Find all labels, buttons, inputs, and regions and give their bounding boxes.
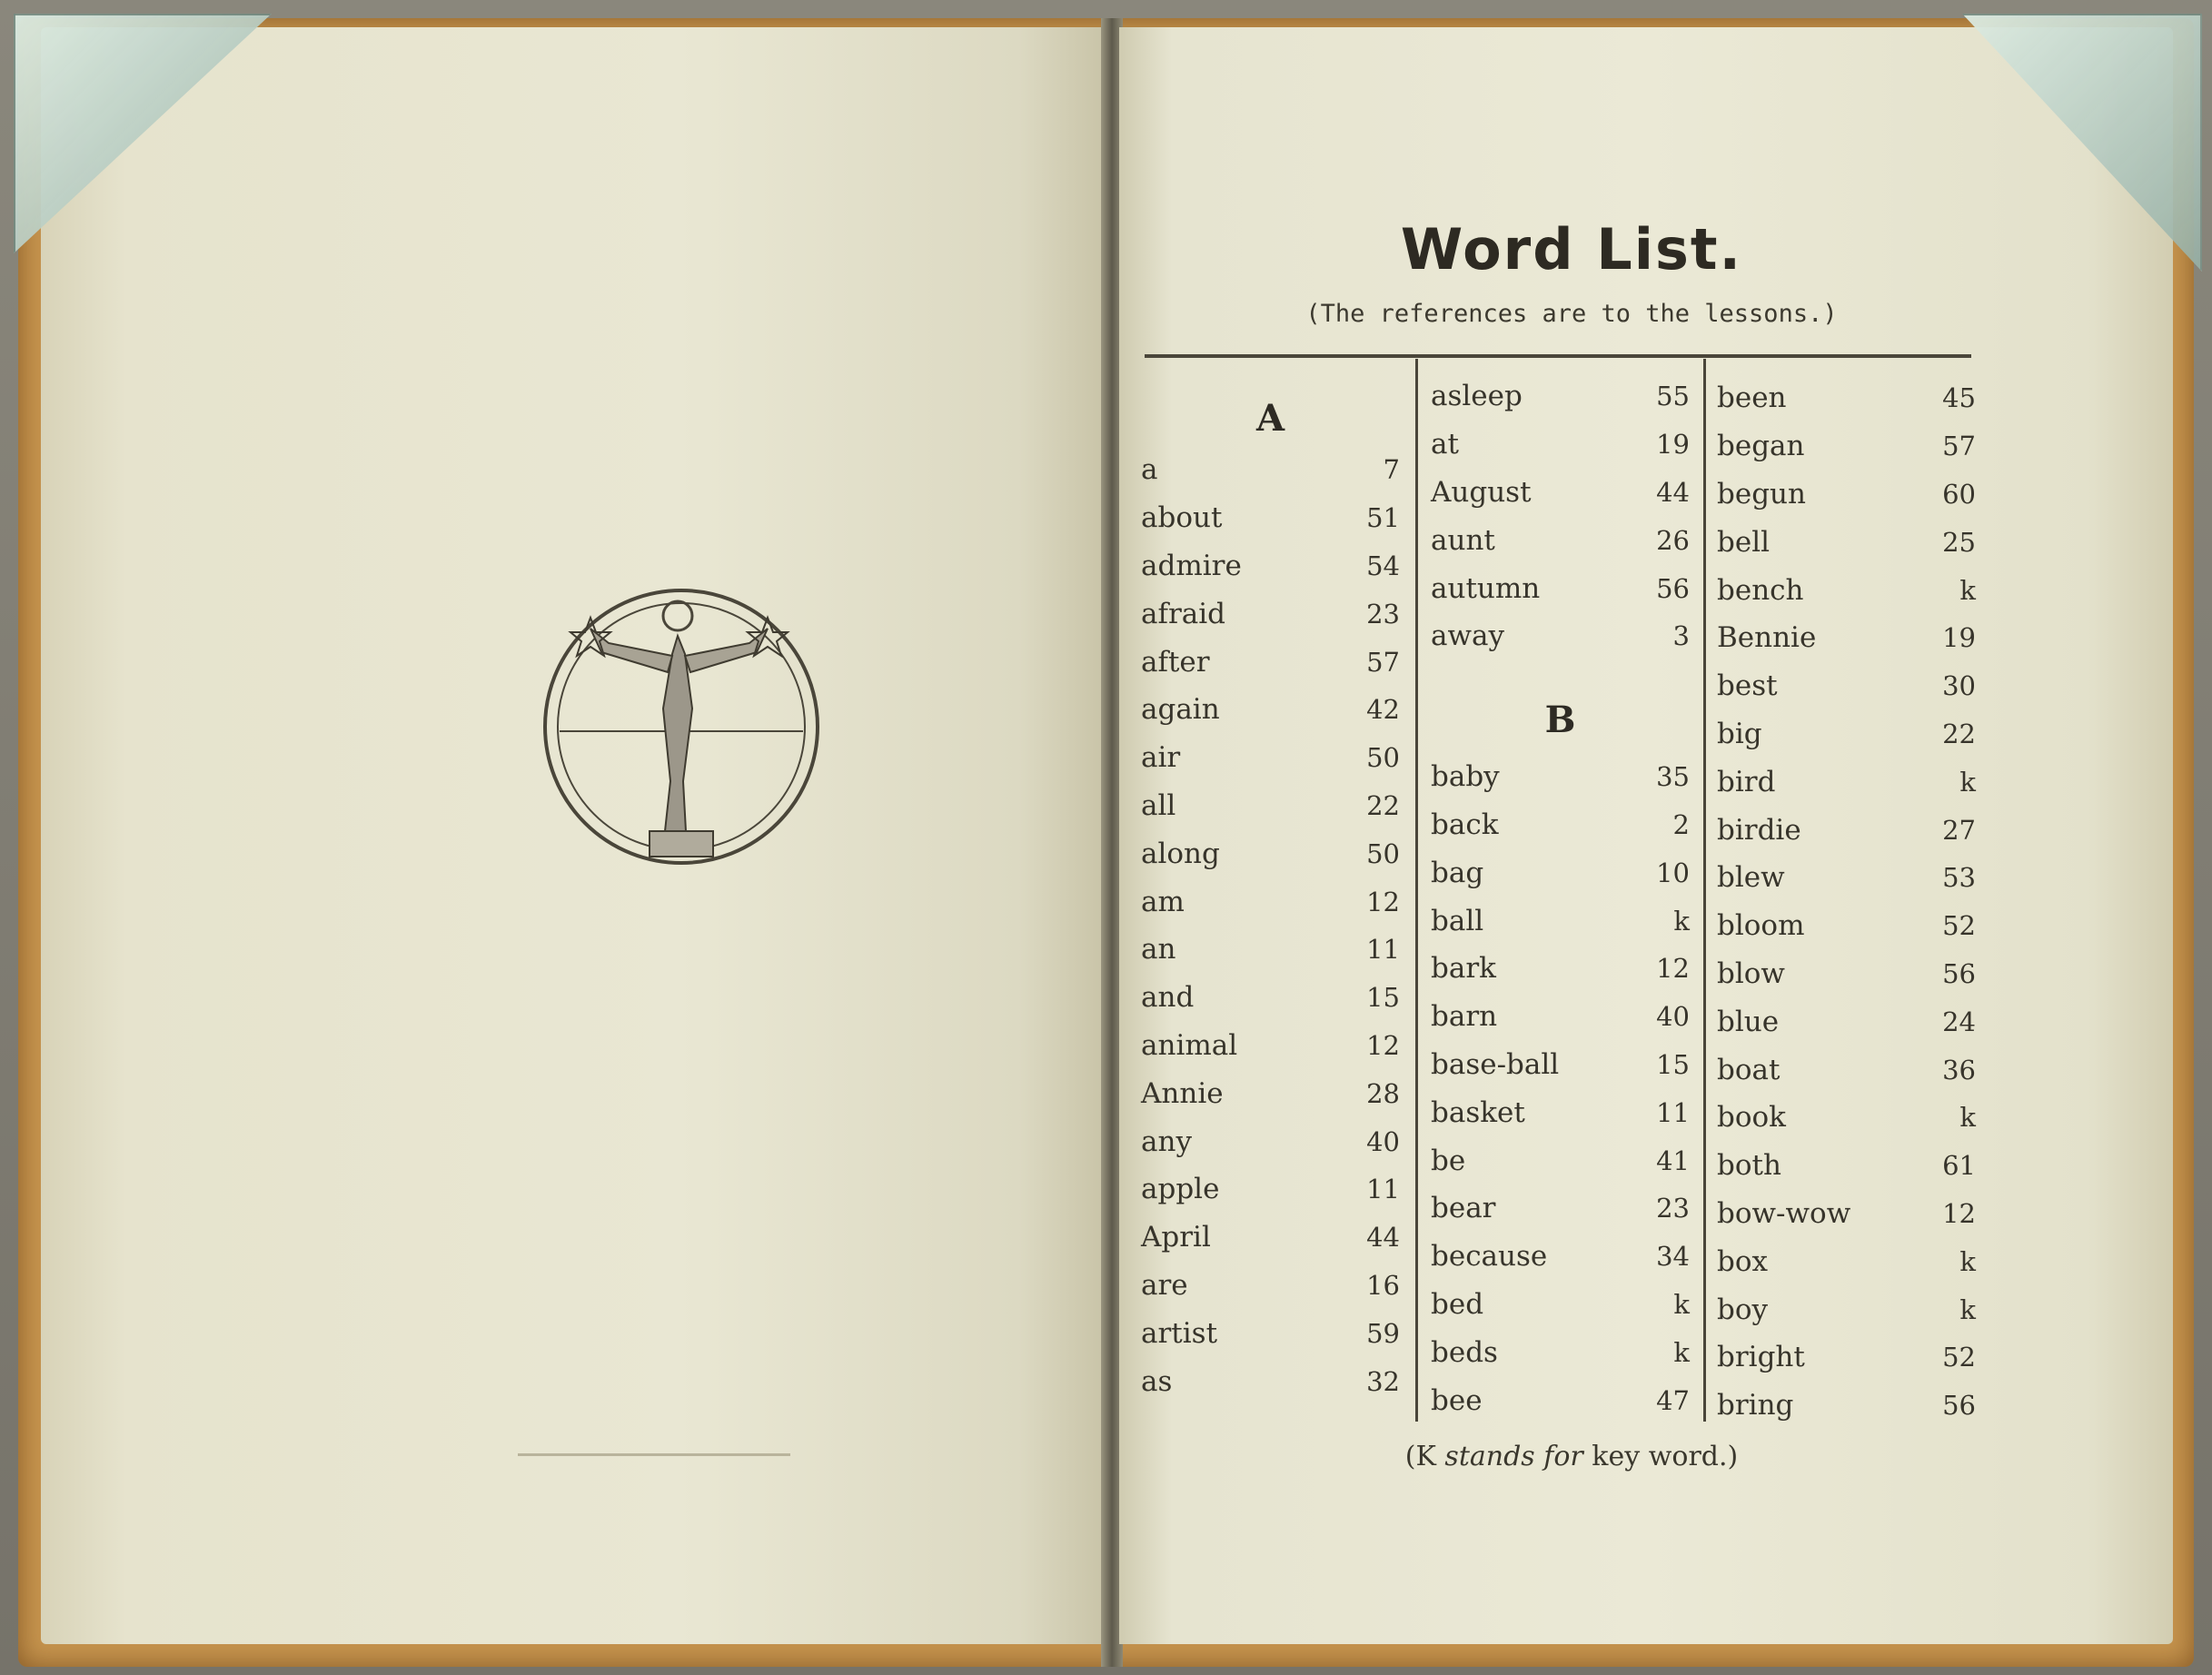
lesson-reference: 36 xyxy=(1942,1054,1976,1085)
word-text: big xyxy=(1717,717,1762,750)
lesson-reference: 44 xyxy=(1656,476,1690,508)
word-entry xyxy=(1717,422,1976,471)
word-entry xyxy=(1431,1088,1690,1136)
lesson-reference: 19 xyxy=(1942,622,1976,654)
word-entry xyxy=(1431,848,1690,897)
word-text: bird xyxy=(1717,765,1776,798)
lesson-reference: 22 xyxy=(1942,718,1976,749)
word-entry xyxy=(1141,782,1400,830)
word-text: bag xyxy=(1431,856,1484,889)
lesson-reference: k xyxy=(1959,574,1976,606)
lesson-reference: 41 xyxy=(1656,1145,1690,1176)
word-entry xyxy=(1141,1117,1400,1165)
word-entry xyxy=(1431,1233,1690,1281)
word-text: and xyxy=(1141,981,1195,1015)
word-entry xyxy=(1717,662,1976,710)
lesson-reference: 12 xyxy=(1366,886,1400,917)
word-text: after xyxy=(1141,645,1210,679)
word-entry xyxy=(1431,945,1690,993)
lesson-reference: 11 xyxy=(1366,1174,1400,1205)
word-text: blue xyxy=(1717,1005,1780,1038)
word-entry xyxy=(1431,516,1690,564)
lesson-reference: 40 xyxy=(1656,1001,1690,1033)
lesson-reference: 52 xyxy=(1942,910,1976,942)
word-entry xyxy=(1717,997,1976,1046)
word-entry xyxy=(1431,469,1690,517)
header-rule xyxy=(1145,354,1971,358)
word-text: baby xyxy=(1431,760,1500,794)
word-entry xyxy=(1431,1136,1690,1184)
word-list xyxy=(1431,753,1690,1424)
lesson-reference: 45 xyxy=(1942,382,1976,414)
word-entry xyxy=(1431,372,1690,421)
lesson-reference: 61 xyxy=(1942,1150,1976,1182)
word-text: about xyxy=(1141,501,1223,535)
word-text: bright xyxy=(1717,1341,1805,1374)
lesson-reference: 34 xyxy=(1656,1241,1690,1273)
word-text: a xyxy=(1141,453,1158,487)
lesson-reference: 12 xyxy=(1366,1029,1400,1061)
word-text: began xyxy=(1717,430,1805,463)
word-column-2 xyxy=(1431,372,1690,1424)
section-letter: A xyxy=(1255,397,1285,440)
word-column-1 xyxy=(1141,372,1400,1405)
lesson-reference: 23 xyxy=(1366,598,1400,629)
word-entry xyxy=(1431,801,1690,849)
word-text: bloom xyxy=(1717,909,1805,943)
lesson-reference: 57 xyxy=(1366,646,1400,678)
word-text: both xyxy=(1717,1149,1781,1183)
word-text: blew xyxy=(1717,861,1785,895)
word-entry xyxy=(1141,1165,1400,1214)
word-entry xyxy=(1431,1041,1690,1089)
lesson-reference: 52 xyxy=(1942,1342,1976,1373)
word-entry xyxy=(1141,1262,1400,1310)
word-text: beds xyxy=(1431,1335,1498,1369)
lesson-reference: k xyxy=(1959,1102,1976,1134)
word-entry xyxy=(1717,950,1976,998)
word-entry xyxy=(1141,590,1400,638)
word-text: bear xyxy=(1431,1192,1496,1225)
decorative-rule xyxy=(518,1453,790,1456)
word-text: Annie xyxy=(1141,1076,1224,1110)
lesson-reference: 3 xyxy=(1672,620,1690,652)
lesson-reference: 12 xyxy=(1942,1197,1976,1229)
word-text: asleep xyxy=(1431,380,1523,413)
word-entry xyxy=(1431,1281,1690,1329)
lesson-reference: 54 xyxy=(1366,550,1400,581)
word-entry xyxy=(1141,829,1400,877)
word-text: because xyxy=(1431,1240,1548,1274)
word-entry xyxy=(1717,902,1976,950)
word-text: as xyxy=(1141,1364,1173,1398)
word-entry xyxy=(1141,734,1400,782)
word-text: again xyxy=(1141,693,1220,727)
lesson-reference: 22 xyxy=(1366,789,1400,821)
lesson-reference: 27 xyxy=(1942,814,1976,846)
word-entry xyxy=(1141,494,1400,542)
lesson-reference: k xyxy=(1673,1336,1690,1368)
lesson-reference: 15 xyxy=(1656,1048,1690,1080)
footnote-close: key word.) xyxy=(1592,1441,1739,1472)
word-text: back xyxy=(1431,808,1499,841)
word-entry xyxy=(1141,926,1400,974)
word-entry xyxy=(1717,806,1976,854)
lesson-reference: k xyxy=(1959,1293,1976,1325)
word-entry xyxy=(1717,1046,1976,1094)
lesson-reference: 25 xyxy=(1942,526,1976,558)
word-text: August xyxy=(1431,475,1532,509)
word-text: aunt xyxy=(1431,523,1495,557)
lesson-reference: 57 xyxy=(1942,431,1976,462)
footnote-italic: stands for xyxy=(1444,1441,1583,1472)
lesson-reference: 50 xyxy=(1366,742,1400,774)
word-entry xyxy=(1431,421,1690,469)
word-entry xyxy=(1141,1309,1400,1357)
word-entry xyxy=(1431,1376,1690,1424)
word-text: admire xyxy=(1141,549,1242,582)
word-entry xyxy=(1431,753,1690,801)
lesson-reference: 12 xyxy=(1656,953,1690,985)
word-text: barn xyxy=(1431,1000,1498,1034)
lesson-reference: 11 xyxy=(1366,934,1400,966)
lesson-reference: k xyxy=(1673,905,1690,937)
word-text: base-ball xyxy=(1431,1047,1560,1081)
lesson-reference: 11 xyxy=(1656,1096,1690,1128)
word-entry xyxy=(1717,566,1976,614)
page-subtitle: (The references are to the lessons.) xyxy=(1305,300,1838,328)
lesson-reference: 30 xyxy=(1942,670,1976,702)
word-entry xyxy=(1717,1382,1976,1430)
word-entry xyxy=(1717,1333,1976,1382)
word-text: book xyxy=(1717,1101,1786,1135)
word-text: ball xyxy=(1431,904,1484,937)
word-entry xyxy=(1717,758,1976,806)
word-entry xyxy=(1717,1285,1976,1333)
word-list xyxy=(1717,374,1976,1430)
word-text: been xyxy=(1717,382,1787,415)
lesson-reference: 7 xyxy=(1383,454,1400,486)
column-divider xyxy=(1703,359,1706,1422)
lesson-reference: 44 xyxy=(1366,1222,1400,1254)
word-entry xyxy=(1717,518,1976,566)
lesson-reference: k xyxy=(1959,1245,1976,1277)
word-text: an xyxy=(1141,933,1176,966)
lesson-reference: 51 xyxy=(1366,502,1400,534)
lesson-reference: 16 xyxy=(1366,1269,1400,1301)
word-text: birdie xyxy=(1717,813,1801,847)
word-text: any xyxy=(1141,1125,1192,1158)
word-list xyxy=(1141,446,1400,1405)
lesson-reference: 56 xyxy=(1942,957,1976,989)
word-entry xyxy=(1141,686,1400,734)
lesson-reference: 28 xyxy=(1366,1077,1400,1109)
left-page xyxy=(41,27,1104,1644)
word-entry xyxy=(1141,1022,1400,1070)
lesson-reference: 32 xyxy=(1366,1365,1400,1397)
lesson-reference: 56 xyxy=(1656,572,1690,604)
word-entry xyxy=(1717,854,1976,902)
word-entry xyxy=(1717,1094,1976,1142)
word-text: boat xyxy=(1717,1053,1781,1086)
section-letter: B xyxy=(1544,698,1576,741)
word-text: bring xyxy=(1717,1389,1794,1422)
word-text: apple xyxy=(1141,1173,1220,1206)
word-list xyxy=(1431,372,1690,660)
word-text: autumn xyxy=(1431,571,1541,605)
lesson-reference: 15 xyxy=(1366,982,1400,1014)
word-text: Bennie xyxy=(1717,621,1817,655)
word-entry xyxy=(1141,542,1400,590)
lesson-reference: 60 xyxy=(1942,478,1976,510)
word-text: bed xyxy=(1431,1287,1484,1321)
word-entry xyxy=(1141,877,1400,926)
column-divider xyxy=(1415,359,1418,1422)
word-entry xyxy=(1431,897,1690,945)
lesson-reference: 2 xyxy=(1672,808,1690,840)
word-entry xyxy=(1717,614,1976,662)
word-text: away xyxy=(1431,619,1505,653)
word-entry xyxy=(1141,1069,1400,1117)
lesson-reference: 40 xyxy=(1366,1125,1400,1157)
footnote xyxy=(1363,1441,1781,1472)
word-text: begun xyxy=(1717,477,1806,510)
word-entry xyxy=(1717,1142,1976,1190)
word-text: air xyxy=(1141,741,1181,775)
lesson-reference: k xyxy=(1673,1288,1690,1320)
word-entry xyxy=(1141,638,1400,686)
word-text: animal xyxy=(1141,1028,1238,1062)
word-text: boy xyxy=(1717,1293,1769,1326)
lesson-reference: 24 xyxy=(1942,1006,1976,1037)
word-text: am xyxy=(1141,885,1185,918)
word-entry xyxy=(1717,710,1976,758)
lesson-reference: 10 xyxy=(1656,857,1690,888)
word-text: blow xyxy=(1717,956,1785,990)
lesson-reference: 26 xyxy=(1656,524,1690,556)
word-text: artist xyxy=(1141,1316,1218,1350)
word-text: at xyxy=(1431,428,1459,461)
word-entry xyxy=(1141,446,1400,494)
word-text: all xyxy=(1141,788,1176,822)
lesson-reference: 42 xyxy=(1366,694,1400,726)
word-entry xyxy=(1717,1190,1976,1238)
lesson-reference: 23 xyxy=(1656,1193,1690,1224)
lesson-reference: 55 xyxy=(1656,381,1690,412)
word-text: box xyxy=(1717,1244,1768,1278)
word-text: bee xyxy=(1431,1383,1483,1417)
word-entry xyxy=(1141,1214,1400,1262)
lesson-reference: 35 xyxy=(1656,761,1690,793)
word-text: best xyxy=(1717,669,1778,703)
word-entry xyxy=(1141,1357,1400,1405)
word-entry xyxy=(1431,1184,1690,1233)
lesson-reference: 59 xyxy=(1366,1317,1400,1349)
word-column-3 xyxy=(1717,374,1976,1430)
word-entry xyxy=(1431,612,1690,660)
page-title: Word List. xyxy=(1400,216,1743,282)
word-text: basket xyxy=(1431,1095,1525,1129)
word-text: bench xyxy=(1717,573,1804,607)
word-text: April xyxy=(1141,1221,1211,1254)
word-entry xyxy=(1717,374,1976,422)
word-text: bell xyxy=(1717,525,1771,559)
word-text: afraid xyxy=(1141,597,1226,630)
word-text: are xyxy=(1141,1268,1188,1302)
word-text: bark xyxy=(1431,952,1496,986)
word-entry xyxy=(1431,1328,1690,1376)
word-entry xyxy=(1141,974,1400,1022)
lesson-reference: 50 xyxy=(1366,838,1400,869)
word-entry xyxy=(1431,564,1690,612)
word-entry xyxy=(1717,471,1976,519)
word-text: along xyxy=(1141,837,1220,870)
word-text: bow-wow xyxy=(1717,1196,1851,1230)
lesson-reference: k xyxy=(1959,766,1976,798)
lesson-reference: 47 xyxy=(1656,1384,1690,1416)
lesson-reference: 56 xyxy=(1942,1390,1976,1422)
lesson-reference: 53 xyxy=(1942,862,1976,894)
vitruvian-figure-emblem xyxy=(536,572,827,872)
word-entry xyxy=(1431,993,1690,1041)
lesson-reference: 19 xyxy=(1656,429,1690,461)
word-entry xyxy=(1717,1237,1976,1285)
word-text: be xyxy=(1431,1144,1466,1177)
footnote-open: (K xyxy=(1404,1441,1436,1472)
